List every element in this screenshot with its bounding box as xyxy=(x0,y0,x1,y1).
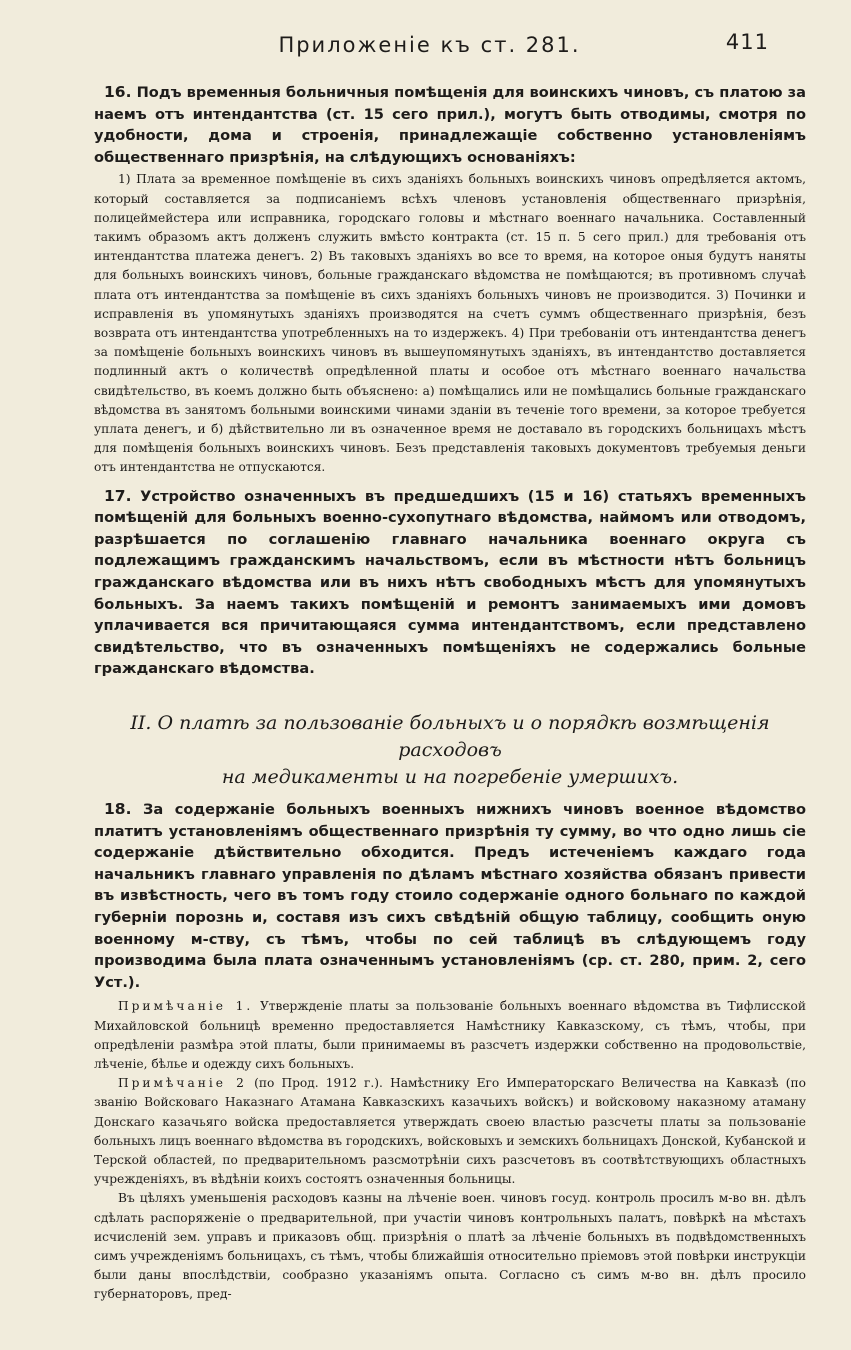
running-header xyxy=(90,30,769,60)
article-17-text: Устройство означенныхъ въ предшедшихъ (15 и 16) статьяхъ временныхъ помѣщеній для больныхъ военно-сухопутнаго вѣдомства, наймомъ или отводомъ, разрѣшается по соглашенію главнаго начальника военнаго округа съ подлежащимъ гражданскимъ начальствомъ, если въ мѣстности нѣтъ больницъ гражданскаго вѣдомства или въ нихъ нѣтъ свободныхъ мѣстъ для упомянутыхъ больныхъ. За наемъ такихъ помѣщеній и ремонтъ занимаемыхъ ими домовъ уплачивается вся причитающаяся сумма интендантствомъ, если представлено свидѣтельство, что въ означенныхъ помѣщеніяхъ не содержались больные гражданскаго вѣдомства. xyxy=(94,487,806,678)
note-1-label: Примѣчаніе 1. xyxy=(118,999,254,1014)
article-16-clauses: 1) Плата за временное помѣщеніе въ сихъ зданіяхъ больныхъ воинскихъ чиновъ опредѣляется актомъ, который составляется за подписаніемъ всѣхъ членовъ установленія общественнаго призрѣнія, полицеймейстера или исправника, городскаго головы и мѣстнаго военнаго начальника. Составленный такимъ образомъ актъ долженъ служить вмѣсто контракта (ст. 15 п. 5 сего прил.) для требованія отъ интендантства платежа денегъ. 2) Въ таковыхъ зданіяхъ во все то время, на которое оныя будутъ наняты для больныхъ воинскихъ чиновъ, больные гражданскаго вѣдомства не помѣщаются; въ противномъ случаѣ плата отъ интендантства за помѣщеніе въ сихъ зданіяхъ больныхъ чиновъ не производится. 3) Починки и исправленія въ упомянутыхъ зданіяхъ производятся на счетъ суммъ общественнаго призрѣнія, безъ возврата отъ интендантства употребленныхъ на то издержекъ. 4) При требованіи отъ интендантства денегъ за помѣщеніе больныхъ воинскихъ чиновъ въ вышеупомянутыхъ зданіяхъ, въ интендантство доставляется подлинный актъ о количествѣ опредѣленной платы и особое отъ мѣстнаго военнаго начальства свидѣтельство, въ коемъ должно быть объяснено: а) помѣщались или не помѣщались больные гражданскаго вѣдомства въ занятомъ больными воинскими чинами зданіи въ теченіе того времени, за которое требуется уплата денегъ, и б) дѣйствительно ли въ означенное время не доставало въ городскихъ больницахъ мѣстъ для помѣщенія больныхъ воинскихъ чиновъ. Безъ представленія таковыхъ документовъ требуемыя деньги отъ интендантства не отпускаются. xyxy=(94,172,806,475)
page-number: 411 xyxy=(725,30,769,54)
note-1-text: Утвержденіе платы за пользованіе больныхъ военнаго вѣдомства въ Тифлисской Михайловской больницѣ временно предоставляется Намѣстнику Кавказскому, съ тѣмъ, чтобы, при опредѣленіи размѣра этой платы, были принимаемы въ разсчетъ издержки собственно на продовольствіе, лѣченіе, бѣлье и одежду сихъ больныхъ. xyxy=(94,999,806,1071)
article-18 xyxy=(94,799,806,993)
page-body xyxy=(94,82,806,1305)
header-title: Приложеніе къ ст. 281. xyxy=(278,33,581,57)
section-heading-line-1: II. О платѣ за пользованіе больныхъ и о порядкѣ возмѣщенія расходовъ xyxy=(130,711,770,761)
article-17-number: 17. xyxy=(104,486,132,505)
article-18-number: 18. xyxy=(104,799,132,818)
article-16-number: 16. xyxy=(104,83,132,101)
section-heading-line-2: на медикаменты и на погребеніе умершихъ. xyxy=(221,765,679,788)
note-2 xyxy=(94,1074,806,1189)
note-3: Въ цѣляхъ уменьшенія расходовъ казны на лѣченіе воен. чиновъ госуд. контроль просилъ м-во вн. дѣлъ сдѣлать распоряженіе о предварительной, при участіи чиновъ контрольныхъ палатъ, повѣркѣ на мѣстахъ исчисленій зем. управъ и приказовъ общ. призрѣнія о платѣ за лѣченіе больныхъ въ подвѣдомственныхъ симъ учрежденіямъ больницахъ, съ тѣмъ, чтобы ближайшія относительно пріемовъ этой повѣрки инструкціи были даны впослѣдствіи, сообразно указаніямъ опыта. Согласно съ симъ м-во вн. дѣлъ просило губернаторовъ, пред- xyxy=(94,1191,806,1302)
section-heading xyxy=(94,710,806,791)
article-16 xyxy=(94,82,806,168)
article-17 xyxy=(94,486,806,680)
article-18-text: За содержаніе больныхъ военныхъ нижнихъ чиновъ военное вѣдомство платитъ установленіямъ общественнаго призрѣнія ту сумму, во что одно лишь сіе содержаніе дѣйствительно обходится. Предъ истеченіемъ каждаго года начальникъ главнаго управленія по дѣламъ мѣстнаго хозяйства обязанъ привести въ извѣстность, чего въ томъ году стоило содержаніе одного больнаго по каждой губерніи порознь и, составя изъ сихъ свѣдѣній общую таблицу, сообщить оную военному м-ству, съ тѣмъ, чтобы по сей таблицѣ въ слѣдующемъ году производима была плата означеннымъ установленіямъ (ср. ст. 280, прим. 2, сего Уст.). xyxy=(94,800,806,991)
note-2-label: Примѣчаніе 2 xyxy=(118,1076,247,1091)
note-1 xyxy=(94,997,806,1074)
note-2-text: (по Прод. 1912 г.). Намѣстнику Его Императорскаго Величества на Кавказѣ (по званію Войсковаго Наказнаго Атамана Кавказскихъ казачьихъ войскъ) и войсковому наказному атаману Донскаго казачьяго войска предоставляется утверждать своею властью разсчеты платы за пользованіе больныхъ лицъ военнаго вѣдомства въ городскихъ, войсковыхъ и земскихъ больницахъ Донской, Кубанской и Терской областей, по предварительномъ разсмотрѣніи сихъ разсчетовъ въ соотвѣтствующихъ областныхъ учрежденіяхъ, въ вѣдѣніи коихъ состоятъ означенныя больницы. xyxy=(94,1076,806,1187)
article-16-text: Подъ временныя больничныя помѣщенія для воинскихъ чиновъ, съ платою за наемъ отъ интендантства (ст. 15 сего прил.), могутъ быть отводимы, смотря по удобности, дома и строенія, принадлежащіе собственно установленіямъ общественнаго призрѣнія, на слѣдующихъ основаніяхъ: xyxy=(94,84,806,166)
